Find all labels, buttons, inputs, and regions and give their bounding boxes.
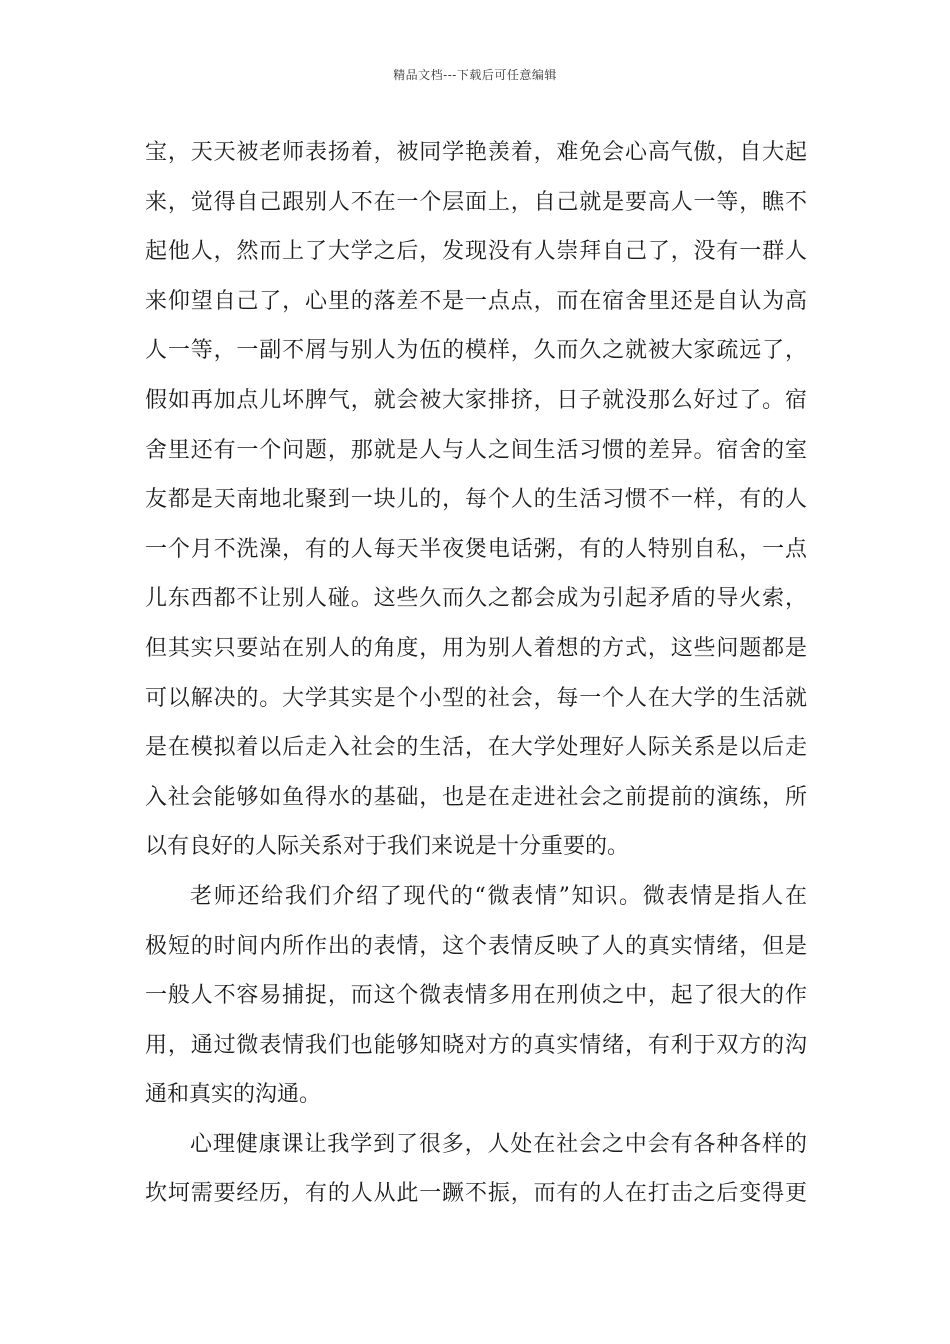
text-line: 坎坷需要经历，有的人从此一蹶不振，而有的人在打击之后变得更: [145, 1181, 807, 1207]
text-line: 通和真实的沟通。: [145, 1082, 322, 1108]
text-line: 心理健康课让我学到了很多，人处在社会之中会有各种各样的: [190, 1131, 807, 1157]
text-line: 儿东西都不让别人碰。这些久而久之都会成为引起矛盾的导火索，: [145, 586, 807, 612]
text-line: 入社会能够如鱼得水的基础，也是在走进社会之前提前的演练，所: [145, 784, 807, 810]
page-header: 精品文档---下载后可任意编辑: [393, 68, 557, 82]
text-line: 但其实只要站在别人的角度，用为别人着想的方式，这些问题都是: [145, 635, 807, 661]
text-line: 人一等，一副不屑与别人为伍的模样，久而久之就被大家疏远了，: [145, 338, 807, 364]
text-line: 友都是天南地北聚到一块儿的，每个人的生活习惯不一样，有的人: [145, 487, 807, 513]
text-line: 用，通过微表情我们也能够知晓对方的真实情绪，有利于双方的沟: [145, 1032, 807, 1058]
paragraph-3: [145, 1120, 807, 1219]
text-line: 老师还给我们介绍了现代的“微表情”知识。微表情是指人在: [190, 883, 807, 909]
text-line: 来仰望自己了，心里的落差不是一点点，而在宿舍里还是自认为高: [145, 288, 807, 314]
paragraph-1: [145, 128, 807, 872]
paragraph-2: [145, 872, 807, 1120]
text-line: 可以解决的。大学其实是个小型的社会，每一个人在大学的生活就: [145, 685, 807, 711]
text-line: 是在模拟着以后走入社会的生活，在大学处理好人际关系是以后走: [145, 735, 807, 761]
text-line: 一般人不容易捕捉，而这个微表情多用在刑侦之中，起了很大的作: [145, 983, 807, 1009]
text-line: 起他人，然而上了大学之后，发现没有人崇拜自己了，没有一群人: [145, 239, 807, 265]
text-line: 以有良好的人际关系对于我们来说是十分重要的。: [145, 834, 630, 860]
text-line: 舍里还有一个问题，那就是人与人之间生活习惯的差异。宿舍的室: [145, 437, 807, 463]
document-body: [145, 128, 807, 1219]
text-line: 宝，天天被老师表扬着，被同学艳羡着，难免会心高气傲，自大起: [145, 140, 807, 165]
text-line: 假如再加点儿坏脾气，就会被大家排挤，日子就没那么好过了。宿: [145, 387, 807, 413]
text-line: 来，觉得自己跟别人不在一个层面上，自己就是要高人一等，瞧不: [145, 189, 807, 215]
text-line: 极短的时间内所作出的表情，这个表情反映了人的真实情绪，但是: [145, 933, 807, 959]
text-line: 一个月不洗澡，有的人每天半夜煲电话粥，有的人特别自私，一点: [145, 536, 807, 562]
